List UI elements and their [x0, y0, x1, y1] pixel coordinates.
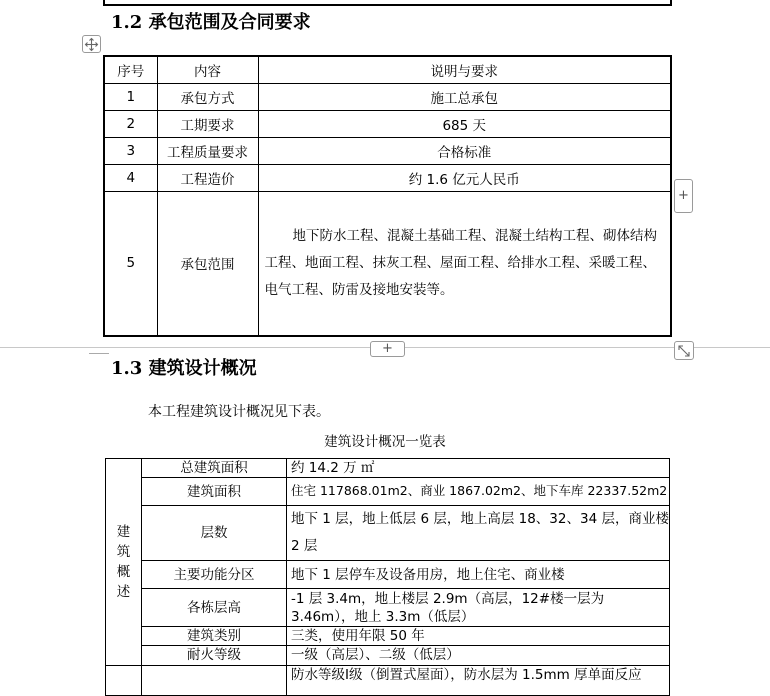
scope-text: 地下防水工程、混凝土基础工程、混凝土结构工程、砌体结构工程、地面工程、抹灰工程、屋面工程、给排水工程、采暖工程、电气工程、防雷及接地安装等。	[264, 227, 657, 298]
table-caption: 建筑设计概况一览表	[324, 434, 446, 450]
row-value: 一级（高层）、二级（低层）	[287, 646, 670, 665]
section-title: 承包范围及合同要求	[148, 12, 311, 33]
design-overview-table	[105, 458, 670, 696]
table-cell: 工程造价	[157, 164, 258, 191]
table-cell	[142, 665, 287, 695]
section-title: 建筑设计概况	[148, 358, 257, 379]
table-row	[106, 646, 670, 665]
table-header-row	[104, 56, 671, 83]
add-row-button[interactable]: +	[370, 341, 405, 357]
table-row	[106, 506, 670, 561]
table-row	[104, 137, 671, 164]
table-row	[106, 627, 670, 646]
table-cell: 1	[104, 83, 157, 110]
add-column-button[interactable]: +	[674, 179, 693, 213]
contract-requirements-table	[103, 55, 672, 337]
row-value: 地下 1 层，地上低层 6 层，地上高层 18、32、34 层，商业楼 2 层	[287, 506, 670, 561]
table-row	[106, 561, 670, 589]
resize-handle-icon[interactable]	[674, 341, 694, 360]
table-row	[104, 110, 671, 137]
row-label: 总建筑面积	[142, 459, 287, 478]
table-row	[106, 459, 670, 478]
table-row	[106, 589, 670, 627]
move-arrows-icon	[84, 37, 99, 52]
header-cell: 序号	[104, 56, 157, 83]
row-label: 耐火等级	[142, 646, 287, 665]
row-value: 约 14.2 万 ㎡	[287, 459, 670, 478]
table-cell: 4	[104, 164, 157, 191]
table-cell: 工程质量要求	[157, 137, 258, 164]
table-cell: 承包范围	[157, 191, 258, 336]
row-value: 三类，使用年限 50 年	[287, 627, 670, 646]
move-handle-icon[interactable]	[82, 35, 101, 53]
table-cell: 2	[104, 110, 157, 137]
table-cell: 工期要求	[157, 110, 258, 137]
table-row	[104, 164, 671, 191]
row-value: 住宅 117868.01m2、商业 1867.02m2、地下车库 22337.52m2	[287, 478, 670, 506]
table-cell: 合格标准	[258, 137, 671, 164]
row-value: 地下 1 层停车及设备用房，地上住宅、商业楼	[287, 561, 670, 589]
section-heading-1-2	[111, 8, 311, 34]
row-label: 主要功能分区	[142, 561, 287, 589]
section-number: 1.3	[111, 358, 143, 379]
page-corner-mark-left	[89, 341, 109, 354]
header-cell: 内容	[157, 56, 258, 83]
group-label-cell	[106, 459, 142, 666]
table-row	[104, 83, 671, 110]
row-value: 防水等级Ⅰ级（倒置式屋面），防水层为 1.5mm 厚单面反应	[287, 665, 670, 695]
row-label: 层数	[142, 506, 287, 561]
row-value: -1 层 3.4m，地上楼层 2.9m（高层，12#楼一层为 3.46m），地上 3.3m（低层）	[287, 589, 670, 627]
group-label: 建筑概述	[116, 523, 131, 600]
resize-arrow-icon	[677, 344, 691, 358]
table-cell: 约 1.6 亿元人民币	[258, 164, 671, 191]
previous-table-bottom	[103, 0, 672, 6]
table-cell: 承包方式	[157, 83, 258, 110]
table-cell: 5	[104, 191, 157, 336]
table-cell: 施工总承包	[258, 83, 671, 110]
row-label: 各栋层高	[142, 589, 287, 627]
table-row-partial	[106, 665, 670, 695]
header-cell: 说明与要求	[258, 56, 671, 83]
table-row	[104, 191, 671, 336]
row-label: 建筑面积	[142, 478, 287, 506]
section-number: 1.2	[111, 12, 143, 33]
table-cell: 685 天	[258, 110, 671, 137]
table-cell-paragraph	[258, 191, 671, 336]
table-cell	[106, 665, 142, 695]
section-heading-1-3	[111, 354, 257, 380]
table-row	[106, 478, 670, 506]
table-cell: 3	[104, 137, 157, 164]
row-label: 建筑类别	[142, 627, 287, 646]
intro-paragraph: 本工程建筑设计概况见下表。	[148, 404, 330, 420]
